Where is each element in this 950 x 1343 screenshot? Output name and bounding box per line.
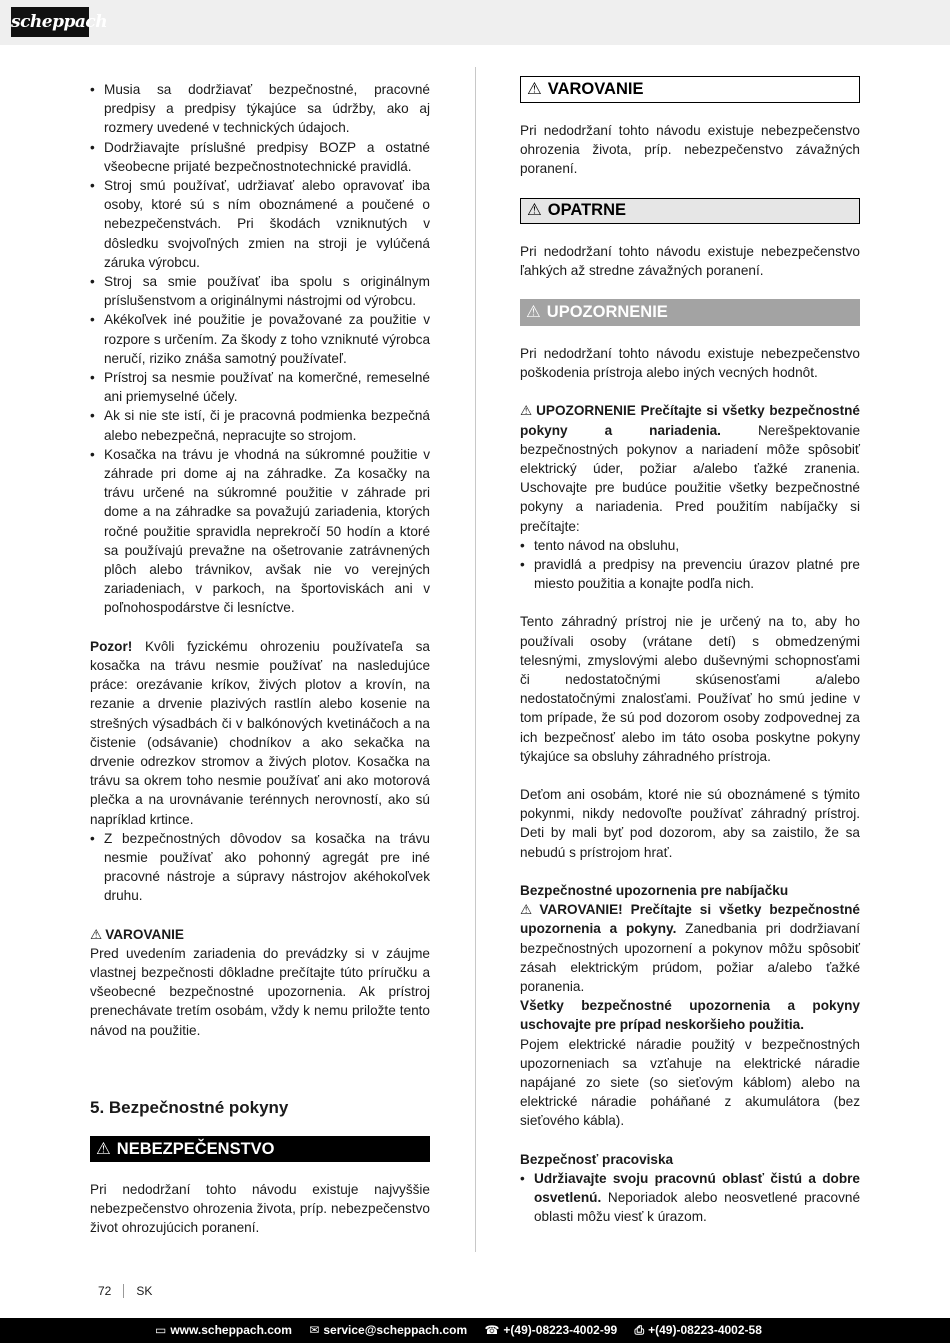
fax-item: ⎙ +(49)-08223-4002-58 [634,1323,762,1337]
phone-item: ☎ +(49)-08223-4002-99 [484,1323,618,1337]
list-item: • Kosačka na trávu je vhodná na súkromné použitie v záhrade pri dome aj na záhradke. Za kosačky na trávu určené na súkromné použitie v záhrade pri dome a na záhradke sa považujú zariadenia, ktorých ročné použitie spravidla neprekročí 50 hodín a ktoré sa používajú prevažne na ošetrovanie zatrávnených plôch alebo trávnikov, avšak nie vo verejných zariadeniach, v parkoch, na športoviskách ani v poľnohospodárstve či lesníctve. [90,445,430,618]
list-item: • Z bezpečnostných dôvodov sa kosačka na trávu nesmie používať ako pohonný agregát pre iné pracovné nástroje a súpravy nástrojov akéhokoľvek druhu. [90,829,430,906]
warning-triangle-icon: ⚠ [520,403,534,419]
list-item: • Stroj sa smie používať iba spolu s originálnym príslušenstvom a originálnymi nástrojmi od výrobcu. [90,272,430,310]
page-footer [98,1284,152,1298]
list-item: • Stroj smú používať, udržiavať alebo opravovať iba osoby, ktoré sú s ním oboznámené a poučené o nebezpečenstvách. Pri škodách vzniknutých v dôsledku svojvoľných zmien na stroji je vylúčená záruka výrobcu. [90,176,430,272]
pozor-text: Kvôli fyzickému ohrozeniu používateľa sa kosačka na trávu nesmie používať na nasledujúce práce: orezávanie kríkov, živých plotov a krovín, na rezanie a drvenie plazivých rastlín alebo kosenie na strešných výsadbách či v balkónových kvetináčoch a na čistenie (odsávanie) chodníkov a ako sekačka na drvenie odrezkov stromov a živých plotov. Kosačka na trávu sa okrem toho nesmie používať ani ako motorová plečka a na urovnávanie terénnych nerovností, ako sú napríklad krtince. [90,638,430,827]
list-item: • Dodržiavajte príslušné predpisy BOZP a ostatné všeobecne prijaté bezpečnostnotechnické pravidlá. [90,138,430,176]
warning-heading: ⚠ VAROVANIE [90,926,184,942]
warning-triangle-icon: ⚠ [527,80,542,98]
read-list [520,536,860,594]
section-title: 5. Bezpečnostné pokyny [90,1097,289,1117]
right-column [520,76,860,1226]
email-item[interactable]: ✉ service@scheppach.com [309,1323,468,1337]
warning-triangle-icon: ⚠ [90,926,103,942]
danger-box: ⚠ NEBEZPEČENSTVO [90,1136,430,1162]
safety-list [90,829,430,906]
workplace-list [520,1169,860,1227]
list-item: • Prístroj sa nesmie používať na komerčné, remeselné ani priemyselné účely. [90,368,430,406]
keep-instructions: Všetky bezpečnostné upozornenia a pokyny uschovajte pre prípad neskoršieho použitia. [520,998,860,1033]
language-code: SK [123,1284,152,1298]
warning-box: ⚠ VAROVANIE [520,76,860,103]
list-item: • tento návod na obsluhu, [520,536,860,555]
contact-bar [0,1318,950,1343]
computer-icon: ▭ [155,1323,167,1337]
warning-triangle-icon: ⚠ [526,303,541,322]
warning-triangle-icon: ⚠ [520,902,537,918]
left-column [90,80,430,1237]
children-paragraph: Deťom ani osobám, ktoré nie sú oboznámené s týmito pokynmi, nikdy nedovoľte používať záhradný prístroj. Deti by mali byť pod dozorom, aby sa zaistilo, že sa nebudú s prístrojom hrať. [520,787,860,860]
page-number: 72 [98,1284,112,1298]
list-item: • pravidlá a predpisy na prevenciu úrazov platné pre miesto použitia a konajte podľa nich. [520,555,860,593]
charger-heading: Bezpečnostné upozornenia pre nabíjačku [520,882,789,898]
list-item: • Musia sa dodržiavať bezpečnostné, pracovné predpisy a predpisy týkajúce sa údržby, ako aj rozmery uvedené v technických údajoch. [90,80,430,138]
charger-warning-paragraph: ⚠ VAROVANIE! Prečítajte si všetky bezpečnostné upozornenia a pokyny. Zanedbania pri dodržiavaní bezpečnostných upozornení a pokynov môžu spôsobiť zásah elektrickým prúdom, požiar a/alebo ťažké poranenia. [520,902,860,994]
notice-box: ⚠ UPOZORNENIE [520,299,860,326]
warning-text: Pred uvedením zariadenia do prevádzky si v záujme vlastnej bezpečnosti dôkladne prečítajte túto príručku a všeobecné bezpečnostné upozornenia. Ak prístroj prenechávate tretím osobám, vždy k nemu priložte tento návod na použitie. [90,945,430,1038]
read-instructions-paragraph: ⚠ UPOZORNENIE Prečítajte si všetky bezpečnostné pokyny a nariadenia. Nerešpektovanie bezpečnostných pokynov a nariadení môže spôsobiť elektrický úder, požiar a/alebo ťažké zranenia. Uschovajte pre budúce použitie všetky bezpečnostné pokyny a nariadenia. Pred použitím nabíjačky si prečítajte: [520,403,860,534]
column-divider [475,67,476,1252]
warning-box-text: Pri nedodržaní tohto návodu existuje nebezpečenstvo ohrozenia života, príp. nebezpečenstvo závažných poranení. [520,123,860,177]
list-item: • Ak si nie ste istí, či je pracovná podmienka bezpečná alebo nebezpečná, nepracujte so strojom. [90,406,430,444]
danger-text: Pri nedodržaní tohto návodu existuje najvyššie nebezpečenstvo ohrozenia života, príp. nebezpečenstvo život ohrozujúcich poranení. [90,1181,430,1236]
website-item[interactable]: ▭ www.scheppach.com [155,1323,292,1337]
envelope-icon: ✉ [309,1323,320,1337]
persons-paragraph: Tento záhradný prístroj nie je určený na to, aby ho používali osoby (vrátane detí) s obmedzenými telesnými, zmyslovými alebo duševnými schopnosťami či nedostatočnými skúsenosťami a/alebo nedostatočnými znalosťami. Používať ho smú jedine v tom prípade, že sú pod dozorom osoby zodpovednej za ich bezpečnosť alebo im táto osoba poskytne pokyny týkajúce sa obsluhy záhradného prístroja. [520,614,860,764]
pozor-label: Pozor! [90,638,133,654]
notice-box-text: Pri nedodržaní tohto návodu existuje nebezpečenstvo poškodenia prístroja alebo iných vecných hodnôt. [520,346,860,381]
phone-icon: ☎ [484,1323,500,1337]
scheppach-logo: scheppach [11,7,89,37]
header-bar [0,0,950,45]
caution-box-text: Pri nedodržaní tohto návodu existuje nebezpečenstvo ľahkých až stredne závažných poranení. [520,243,860,278]
workplace-heading: Bezpečnosť pracoviska [520,1151,674,1167]
usage-rules-list [90,80,430,618]
fax-icon: ⎙ [634,1323,645,1337]
caution-box: ⚠ OPATRNE [520,198,860,224]
warning-triangle-icon: ⚠ [96,1139,111,1158]
list-item: • Udržiavajte svoju pracovnú oblasť čistú a dobre osvetlenú. Neporiadok alebo neosvetlené pracovné oblasti môžu viesť k úrazom. [520,1169,860,1227]
term-paragraph: Pojem elektrické náradie použitý v bezpečnostných upozorneniach sa vzťahuje na elektrické náradie napájané zo siete (so sieťovým káblom) alebo na elektrické náradie poháňané z akumulátora (bez sieťového kábla). [520,1036,860,1129]
list-item: • Akékoľvek iné použitie je považované za použitie v rozpore s určením. Za škody z toho vzniknuté výrobca neručí, riziko znáša samotný používateľ. [90,310,430,368]
pozor-paragraph [90,637,430,829]
warning-triangle-icon: ⚠ [527,200,542,219]
